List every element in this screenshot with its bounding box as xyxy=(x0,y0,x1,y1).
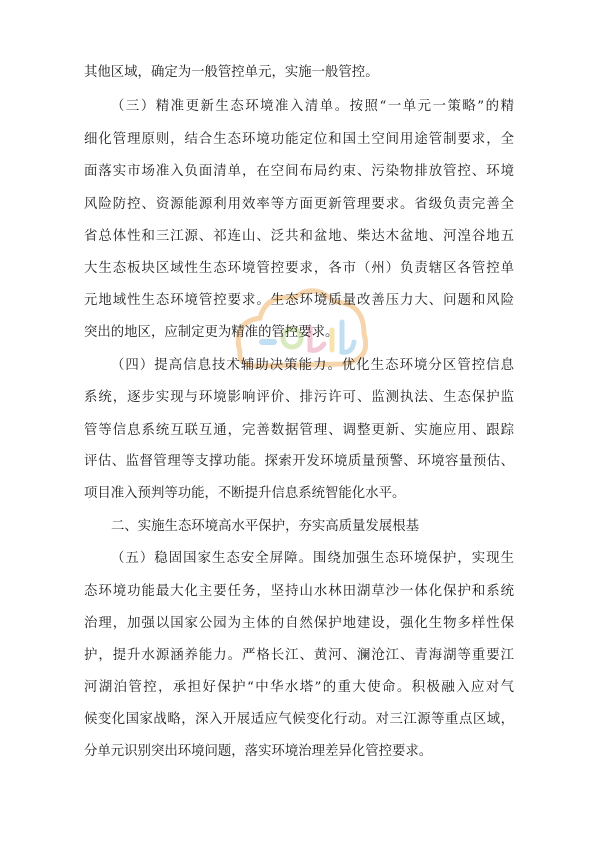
text-line: 系统，逐步实现与环境影响评价、排污许可、监测执法、生态保护监 xyxy=(84,389,514,405)
section-heading: 二、实施生态环境高水平保护，夯实高质量发展根基 xyxy=(111,519,419,535)
text-line: 项目准入预判等功能，不断提升信息系统智能化水平。 xyxy=(84,486,406,502)
text-line: 突出的地区，应制定更为精准的管控要求。 xyxy=(84,325,339,341)
text-line: 风险防控、资源能源利用效率等方面更新管理要求。省级负责完善全 xyxy=(84,196,514,212)
text-line: 大生态板块区域性生态环境管控要求，各市（州）负责辖区各管控单 xyxy=(84,260,514,276)
text-line: （五）稳固国家生态安全屏障。围绕加强生态环境保护，实现生 xyxy=(111,550,514,566)
text-line: 其他区域，确定为一般管控单元，实施一般管控。 xyxy=(84,65,379,80)
text-line: 河湖泊管控，承担好保护“中华水塔”的重大使命。积极融入应对气 xyxy=(84,680,514,696)
text-line: 省总体性和三江源、祁连山、泛共和盆地、柴达木盆地、河湟谷地五 xyxy=(84,228,514,244)
text-line: 面落实市场准入负面清单，在空间布局约束、污染物排放管控、环境 xyxy=(84,164,514,180)
text-line: 护，提升水源涵养能力。严格长江、黄河、澜沧江、青海湖等重要江 xyxy=(84,648,514,664)
text-line: 细化管理原则，结合生态环境功能定位和国土空间用途管制要求，全 xyxy=(84,132,514,148)
text-line: 管等信息系统互联互通，完善数据管理、调整更新、实施应用、跟踪 xyxy=(84,422,514,438)
text-line: （四）提高信息技术辅助决策能力。优化生态环境分区管控信息 xyxy=(111,357,514,373)
text-line: 分单元识别突出环境问题，落实环境治理差异化管控要求。 xyxy=(84,744,433,759)
text-line: 态环境功能最大化主要任务，坚持山水林田湖草沙一体化保护和系统 xyxy=(84,583,514,599)
text-line: 候变化国家战略，深入开展适应气候变化行动。对三江源等重点区域， xyxy=(84,712,514,728)
text-line: （三）精准更新生态环境准入清单。按照“一单元一策略”的精 xyxy=(111,99,514,115)
text-line: 评估、监督管理等支撑功能。探索开发环境质量预警、环境容量预估、 xyxy=(84,454,514,470)
text-line: 元地域性生态环境管控要求。生态环境质量改善压力大、问题和风险 xyxy=(84,293,514,309)
text-line: 治理，加强以国家公园为主体的自然保护地建设，强化生物多样性保 xyxy=(84,615,514,631)
